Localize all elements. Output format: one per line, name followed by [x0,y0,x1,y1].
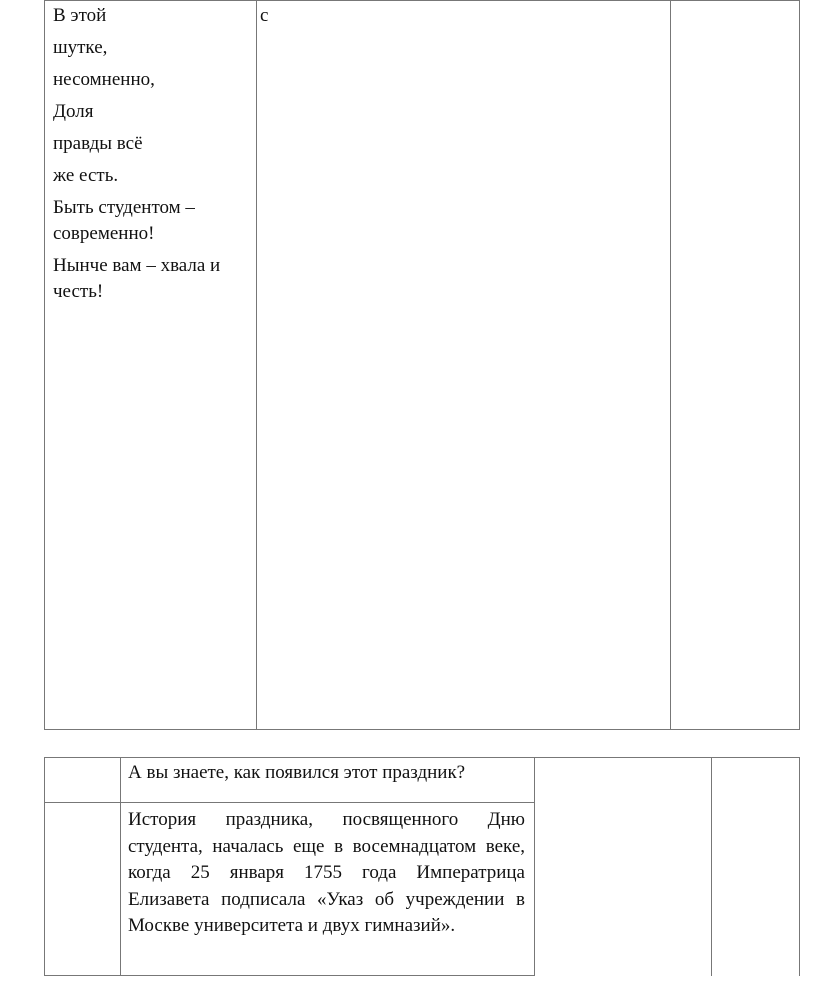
table-border [670,0,671,730]
poem-line: шутке, [53,37,108,58]
table-border [256,0,257,730]
poem-line: правды всё [53,133,143,154]
table-border [44,975,535,976]
table-border [44,729,800,730]
table-border [711,757,712,976]
table-border [44,802,535,803]
second-cell-text: с [260,5,269,26]
poem-line: Быть студентом – современно! [53,197,195,244]
poem-line: несомненно, [53,69,155,90]
poem-line: Нынче вам – хвала и честь! [53,255,221,302]
poem-line: Доля [53,101,94,122]
poem-cell [53,3,249,311]
poem-line: В этой [53,5,107,26]
history-paragraph: История праздника, посвященного Дню студента, началась еще в восемнадцатом веке, когда 25 января 1755 года Императрица Елизавета подписала «Указ об учреждении в Москве университета и двух гимназий». [128,809,525,936]
table-border [120,757,121,976]
table-border [799,757,800,976]
table-border [534,757,535,976]
poem-line: же есть. [53,165,119,186]
question-heading: А вы знаете, как появился этот праздник? [128,762,466,783]
table-border [44,757,800,758]
table-border [44,0,45,730]
table-border [44,757,45,976]
table-border [44,0,800,1]
table-border [799,0,800,730]
